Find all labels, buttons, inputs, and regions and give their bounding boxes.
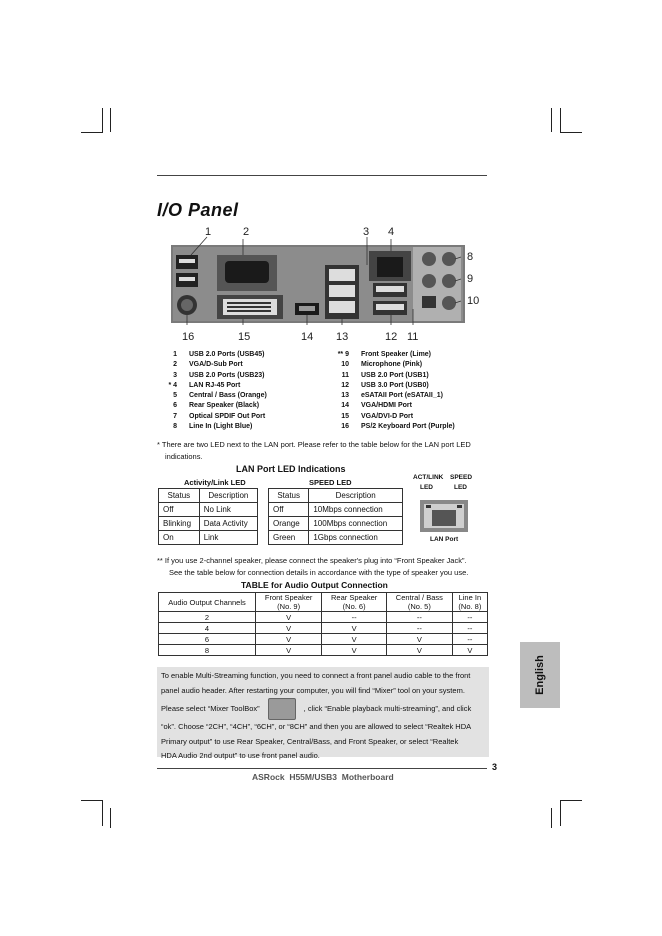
table-row: 6 V V V -- [159, 634, 488, 645]
callout-8: 8 [467, 251, 474, 263]
col-status: Status [159, 489, 200, 503]
table-row: On Link [159, 531, 258, 545]
table-row: Off 10Mbps connection [269, 503, 403, 517]
callout-10: 10 [467, 295, 480, 307]
col-description: Description [199, 489, 257, 503]
lan-note [157, 439, 497, 463]
list-item: 6 Rear Speaker (Black) [173, 402, 260, 410]
col-central-bass: Central / Bass (No. 5) [386, 593, 452, 612]
col-description: Description [309, 489, 403, 503]
callout-13: 13 [336, 331, 349, 343]
speaker-note [157, 555, 497, 579]
list-item: 12 USB 3.0 Port (USB0) [341, 381, 429, 389]
col-channels: Audio Output Channels [159, 593, 256, 612]
lan-jack-icon [420, 500, 468, 532]
table-row: 8 V V V V [159, 645, 488, 656]
list-item: 10 Microphone (Pink) [341, 361, 423, 369]
speed-led-header: SPEED LED [309, 478, 352, 487]
activity-led-table [158, 488, 258, 545]
col-rear-speaker: Rear Speaker (No. 6) [322, 593, 387, 612]
lan-note-line1: * There are two LED next to the LAN port. Please refer to the table below for the LAN port LED [157, 440, 471, 449]
list-item: * 4 LAN RJ-45 Port [168, 381, 241, 389]
page-number: 3 [492, 762, 498, 772]
list-item: 15 VGA/DVI-D Port [341, 412, 414, 420]
table-row: Green 1Gbps connection [269, 531, 403, 545]
callout-1: 1 [205, 226, 212, 238]
list-item: 1 USB 2.0 Ports (USB45) [173, 351, 265, 358]
list-item: 2 VGA/D-Sub Port [173, 361, 243, 369]
callout-15: 15 [238, 331, 251, 343]
list-item: ** 9 Front Speaker (Lime) [337, 351, 432, 358]
io-panel-illustration [155, 225, 485, 345]
top-rule [157, 175, 487, 176]
list-item: 7 Optical SPDIF Out Port [173, 412, 266, 420]
speaker-note-line2: See the table below for connection details in accordance with the type of speaker you use. [169, 568, 469, 577]
callout-4: 4 [388, 226, 395, 238]
table-row: 4 V V -- -- [159, 623, 488, 634]
list-item: 5 Central / Bass (Orange) [173, 392, 267, 400]
activity-led-header: Activity/Link LED [184, 478, 246, 487]
footer-text: ASRock H55M/USB3 Motherboard [252, 772, 394, 782]
list-item: 8 Line In (Light Blue) [173, 423, 253, 431]
table-row: Blinking Data Activity [159, 517, 258, 531]
lan-port-diagram: ACT/LINK SPEED LED LED LAN Port [413, 474, 473, 543]
table-row: Orange 100Mbps connection [269, 517, 403, 531]
col-status: Status [269, 489, 309, 503]
callout-3: 3 [363, 226, 370, 238]
table-row: 2 V -- -- -- [159, 612, 488, 623]
mixer-toolbox-icon [268, 698, 296, 720]
port-list-left [157, 350, 267, 432]
list-item: 14 VGA/HDMI Port [341, 402, 412, 410]
lan-note-line2: indications. [165, 452, 203, 461]
list-item: 11 USB 2.0 Port (USB1) [341, 371, 429, 379]
page-title: I/O Panel [157, 200, 239, 220]
callout-11: 11 [407, 331, 419, 343]
speaker-note-line1: ** If you use 2-channel speaker, please connect the speaker's plug into “Front Speaker Jack”. [157, 556, 467, 565]
list-item: 13 eSATAII Port (eSATAII_1) [341, 392, 443, 400]
language-tab: English [520, 642, 560, 708]
lan-table-title: LAN Port LED Indications [236, 464, 346, 474]
callout-9: 9 [467, 273, 474, 285]
callout-2: 2 [243, 226, 250, 238]
callout-14: 14 [301, 331, 314, 343]
port-list-right [329, 350, 455, 432]
col-line-in: Line In (No. 8) [452, 593, 487, 612]
audio-output-table [158, 592, 488, 656]
audio-table-title: TABLE for Audio Output Connection [241, 580, 388, 590]
footer-rule [157, 768, 487, 769]
multistream-note: To enable Multi-Streaming function, you need to connect a front panel audio cable to the front panel audio header. After restarting your computer, you will find “Mixer” tool on your system. Please select “Mixer ToolBox” , click “Enable playback multi-streaming”, and click “ok”. Choose “2CH”, “4CH”, “6CH”, or “8CH” and then you are allowed to select “Realtek HDA Primary output” to use Rear Speaker, Central/Bass, and Front Speaker, or select “Realtek HDA Audio 2nd output” to use front panel audio. [157, 667, 489, 757]
speed-led-table [268, 488, 403, 545]
callout-12: 12 [385, 331, 398, 343]
table-row: Off No Link [159, 503, 258, 517]
list-item: 16 PS/2 Keyboard Port (Purple) [341, 423, 455, 431]
table-header-row [159, 593, 488, 612]
callout-16: 16 [182, 331, 195, 343]
list-item: 3 USB 2.0 Ports (USB23) [173, 371, 265, 379]
col-front-speaker: Front Speaker (No. 9) [256, 593, 322, 612]
